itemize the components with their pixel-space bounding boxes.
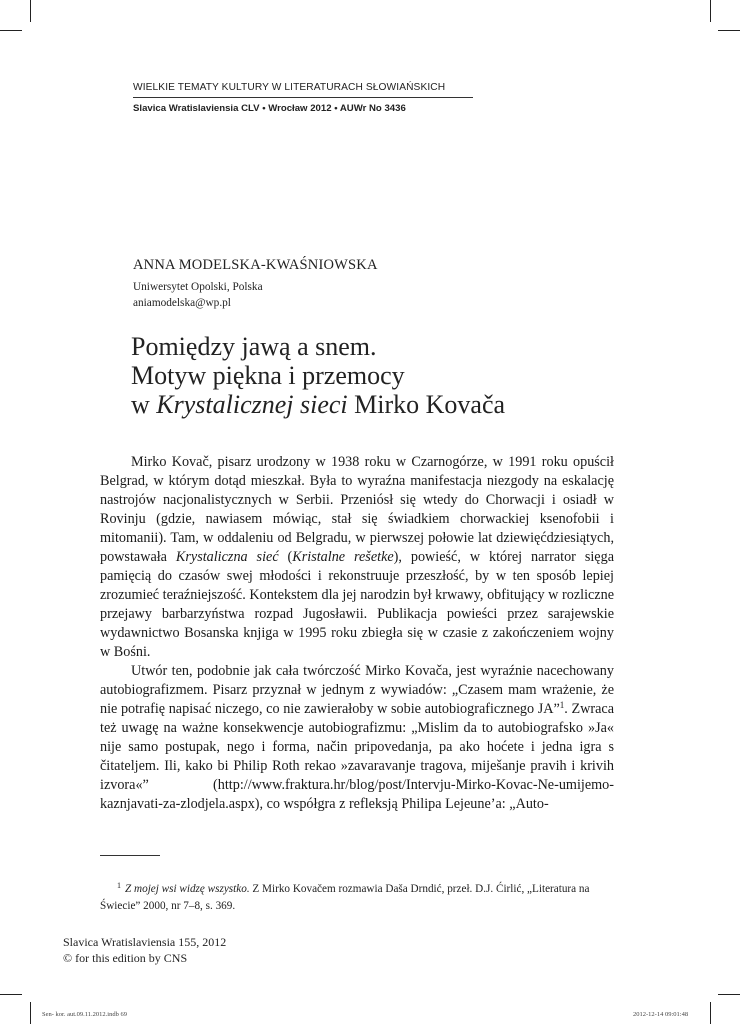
copyright-block: [63, 935, 226, 966]
title-line-1: Pomiędzy jawą a snem.: [131, 332, 377, 361]
author-affiliation-block: [133, 280, 263, 311]
footnote-text: Z Mirko Kovačem rozmawia Daša Drndić, przeł. D.J. Ćirlić, „Literatura na Świecie” 2000, nr 7–8, s. 369.: [100, 883, 590, 912]
p1-italic-2: Kristalne rešetke: [292, 549, 394, 565]
p1-text-a: Mirko Kovač, pisarz urodzony w 1938 roku w Czarnogórze, w 1991 roku opuścił Belgrad, w którym dotąd mieszkał. Była to wyraźna manifestacja niezgody na eskalację nastrojów nacjonalistycznych w Serbii. Przeniósł się wtedy do Chorwacji i osiadł w Rovinju (gdzie, nawiasem mówiąc, stał się świadkiem chorwackiej ksenofobii i mitomanii). Tam, w oddaleniu od Belgradu, w pierwszej połowie lat dziewięćdziesiątych, powstawała: [100, 454, 614, 565]
crop-mark: [710, 0, 711, 22]
crop-mark: [718, 994, 740, 995]
copyright-line-1: Slavica Wratislaviensia 155, 2012: [63, 935, 227, 949]
footnote-italic: Z mojej wsi widzę wszystko.: [125, 883, 250, 895]
title-line-3-post: Mirko Kovača: [347, 390, 506, 419]
copyright-line-2: © for this edition by CNS: [63, 950, 188, 965]
crop-mark: [30, 0, 31, 22]
p2-text-b: . Zwraca też uwagę na ważne konsekwencje autobiografizmu: „Mislim da to autobiografsko »Ja« nije samo postupak, nego i forma, način pripovedanja, pa ako hoćete i jedna igra s čitateljem. Ili, kako bi Philip Roth rekao »zavaravanje tragova, miješanje pravih i krivih izvora«” (http://www.fraktura.hr/blog/post/Intervju-Mirko-Kovac-Ne-umijemo-kaznjavati-za-zlodjela.aspx), co współgra z refleksją Philipa Lejeune’a: „Auto-: [100, 701, 615, 812]
crop-mark: [0, 994, 22, 995]
title-line-3-pre: w: [131, 390, 157, 419]
article-body: [100, 453, 614, 814]
title-line-2: Motyw piękna i przemocy: [131, 361, 405, 390]
header-divider: [133, 97, 473, 98]
footnote-number: 1: [117, 881, 121, 890]
crop-mark: [0, 30, 22, 31]
footnote-ref[interactable]: 1: [559, 700, 565, 710]
title-italic: Krystalicznej sieci: [156, 390, 348, 419]
crop-mark: [710, 1002, 711, 1024]
title-line-3: [131, 390, 611, 419]
author-name: ANNA MODELSKA-KWAŚNIOWSKA: [133, 257, 378, 273]
series-title: WIELKIE TEMATY KULTURY W LITERATURACH SŁOWIAŃSKICH: [133, 82, 446, 93]
paragraph-1: [100, 453, 614, 662]
email: aniamodelska@wp.pl: [133, 296, 231, 309]
p2-text-a: Utwór ten, podobnie jak cała twórczość Mirko Kovača, jest wyraźnie nacechowany autobiografizmem. Pisarz przyznał w jednym z wywiadów: „Czasem mam wrażenie, że nie potrafię napisać niczego, co nie zawierałoby w sobie autobiograficznego JA”: [100, 663, 614, 717]
journal-line: Slavica Wratislaviensia CLV • Wrocław 2012 • AUWr No 3436: [133, 103, 406, 114]
article-title: [131, 332, 611, 419]
print-slug-file: Sen- kor. aut.09.11.2012.indb 69: [42, 1011, 127, 1018]
affiliation: Uniwersytet Opolski, Polska: [133, 281, 263, 293]
crop-mark: [30, 1002, 31, 1024]
print-slug-datetime: 2012-12-14 09:01:48: [633, 1011, 689, 1018]
p1-italic-1: Krystaliczna sieć: [175, 549, 279, 565]
paragraph-2: [100, 662, 614, 814]
footnote-divider: [100, 855, 160, 856]
p1-text-b: (: [278, 549, 293, 565]
footnote: [100, 881, 614, 915]
p1-text-c: ), powieść, w której narrator sięga pamięcią do czasów swej młodości i rekonstruuje przeszłość, by w ten sposób lepiej zrozumieć teraźniejszość. Kontekstem dla jej narodzin był krwawy, obfitujący w rozliczne przejawy barbarzyństwa rozpad Jugosławii. Publikacja powieści przez sarajewskie wydawnictwo Bosanska knjiga w 1995 roku zbiegła się w czasie z zakończeniem wojny w Bośni.: [100, 549, 614, 660]
crop-mark: [718, 30, 740, 31]
